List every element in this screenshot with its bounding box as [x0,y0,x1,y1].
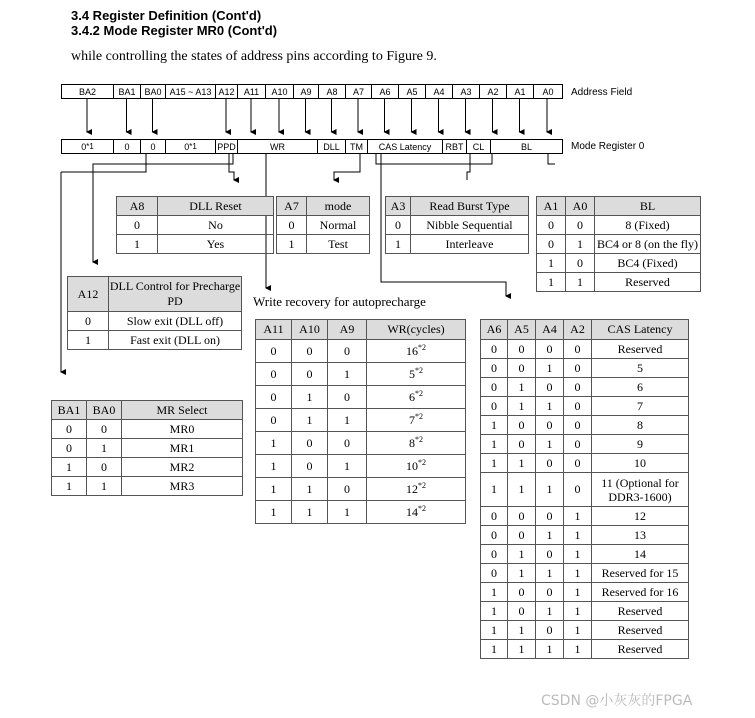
table-cell: 0 [537,216,566,235]
table-cell: 1 [564,564,592,583]
table-header: A7 [277,197,307,216]
table-cell: 8 (Fixed) [595,216,701,235]
table-header: A3 [386,197,411,216]
table-cell: 0 [481,564,508,583]
table-cell: 0 [508,435,536,454]
table-cell: 0 [292,340,328,363]
table-cell: 0 [536,416,564,435]
wr-value: 12 [406,481,418,496]
table-cell: 1 [292,478,328,501]
address-pin-cell: A7 [346,85,372,98]
table-cell: 0 [481,526,508,545]
table-row [481,416,689,435]
address-pin-cell: BA0 [141,85,166,98]
test-mode-table [276,196,370,254]
field-text: PPD [217,141,236,152]
table-cell: 1 [87,439,122,458]
table-cell: 0 [328,478,367,501]
table-header: A2 [564,320,592,340]
table-cell: 0 [536,340,564,359]
table-cell: 1 [256,478,292,501]
table-cell: 0 [328,340,367,363]
pin-arrows [87,99,547,132]
table-cell: 0 [564,359,592,378]
table-cell: 1 [564,507,592,526]
table-cell: 0 [564,473,592,507]
table-cell: 0 [564,435,592,454]
table-cell: 0 [481,507,508,526]
wr-cycles-cell [367,478,466,501]
address-pin-cell: A1 [507,85,534,98]
table-cell: 1 [508,564,536,583]
table-cell: 1 [508,473,536,507]
table-header: A9 [328,320,367,340]
table-cell: Reserved [592,640,689,659]
table-header: A12 [68,277,109,312]
wr-cycles-cell [367,409,466,432]
table-row [481,473,689,507]
table-cell: Reserved for 16 [592,583,689,602]
table-cell: 1 [508,397,536,416]
table-cell: 1 [564,545,592,564]
mode-register-field: 0 *1 [166,140,216,153]
table-cell: 1 [481,621,508,640]
address-pin-cell: A15 ~ A13 [166,85,216,98]
table-cell: 1 [481,454,508,473]
table-cell: 1 [536,435,564,454]
table-cell: 1 [256,432,292,455]
table-row [481,507,689,526]
table-header: CAS Latency [592,320,689,340]
table-cell: Reserved for 15 [592,564,689,583]
table-cell: 0 [508,526,536,545]
table-row [256,501,466,524]
table-cell: 1 [536,473,564,507]
footnote-marker: *2 [415,365,423,375]
table-cell: Reserved [595,273,701,292]
table-cell: 1 [256,501,292,524]
table-cell: 0 [292,432,328,455]
table-cell: 1 [564,602,592,621]
table-cell: 0 [564,416,592,435]
wr-cycles-cell [367,340,466,363]
wr-value: 16 [406,343,418,358]
address-pin-cell: BA2 [62,85,114,98]
table-cell: 1 [481,583,508,602]
table-row [481,454,689,473]
address-pin-cell: A0 [542,86,554,97]
wr-cycles-cell [367,501,466,524]
table-header: A5 [508,320,536,340]
wr-cycles-cell [367,432,466,455]
table-cell: 0 [277,216,307,235]
table-cell: 1 [292,501,328,524]
table-cell: 0 [52,439,87,458]
table-cell: 0 [566,254,595,273]
wr-value: 7 [409,412,415,427]
table-cell: 1 [277,235,307,254]
table-header: BL [595,197,701,216]
address-pin-cell: A6 [372,85,399,98]
table-cell: 0 [536,378,564,397]
dll-control-table [67,276,242,350]
address-field-label: Address Field [571,87,633,98]
footnote-marker: *2 [415,411,423,421]
table-cell: 1 [536,359,564,378]
table-cell: 1 [536,564,564,583]
table-cell: Reserved [592,621,689,640]
table-cell: Normal [307,216,370,235]
table-cell: 1 [481,473,508,507]
field-text: TM [350,141,363,152]
table-row [481,397,689,416]
table-cell: 1 [508,378,536,397]
table-cell: 0 [564,397,592,416]
table-cell: 1 [566,235,595,254]
field-text: CAS Latency [378,141,432,152]
table-cell: 0 [566,216,595,235]
table-cell: 0 [537,235,566,254]
field-text: 0 [184,141,190,152]
table-cell: 0 [564,340,592,359]
table-cell: 0 [508,340,536,359]
table-cell: 0 [564,454,592,473]
table-row [481,526,689,545]
table-cell: Reserved [592,340,689,359]
table-header: Read Burst Type [411,197,529,216]
footnote-marker: *2 [418,457,426,467]
table-cell: 12 [592,507,689,526]
table-row [256,340,466,363]
table-cell: 0 [52,420,87,439]
address-pin-cell: A2 [480,85,507,98]
table-cell: 1 [508,454,536,473]
table-cell: 0 [508,507,536,526]
table-cell: 0 [564,378,592,397]
table-cell: 13 [592,526,689,545]
table-cell: 10 [592,454,689,473]
footnote-marker: *2 [418,342,426,352]
table-cell: 0 [256,363,292,386]
table-cell: 0 [292,363,328,386]
table-cell: 1 [508,545,536,564]
table-cell: 1 [481,435,508,454]
table-header: A0 [566,197,595,216]
table-cell: 1 [536,526,564,545]
mr-select-table [51,400,243,496]
table-row [256,363,466,386]
table-cell: 1 [328,501,367,524]
table-cell: MR0 [122,420,243,439]
mode-register-field: 0 *1 [62,140,114,153]
table-cell: 8 [592,416,689,435]
table-cell: Test [307,235,370,254]
table-cell: 7 [592,397,689,416]
table-cell: 0 [481,359,508,378]
field-text: WR [270,141,285,152]
field-text: 0 [150,141,156,152]
table-row [481,435,689,454]
section-title: 3.4 Register Definition (Cont'd) [71,8,262,23]
address-pin-cell: A8 [319,85,346,98]
table-row [256,478,466,501]
table-cell: 1 [68,331,109,350]
table-cell: 0 [87,458,122,477]
table-cell: 0 [508,359,536,378]
table-row [481,640,689,659]
footnote-marker: *2 [418,480,426,490]
table-header: A1 [537,197,566,216]
table-cell: 1 [256,455,292,478]
table-cell: 0 [386,216,411,235]
table-cell: MR2 [122,458,243,477]
table-cell: Interleave [411,235,529,254]
table-header: BA0 [87,401,122,420]
table-cell: 1 [536,397,564,416]
table-cell: 0 [481,545,508,564]
table-header: DLL Control for Precharge PD [109,277,242,312]
address-pin-cell: A4 [426,85,453,98]
table-row [481,564,689,583]
table-row [256,455,466,478]
table-row [481,602,689,621]
table-cell: 0 [536,454,564,473]
table-cell: 1 [481,416,508,435]
table-cell: 0 [256,386,292,409]
table-cell: 9 [592,435,689,454]
table-row [256,386,466,409]
footnote-marker: *2 [415,434,423,444]
table-cell: No [158,216,274,235]
cas-latency-table [480,319,689,659]
table-cell: 1 [564,640,592,659]
table-header: mode [307,197,370,216]
table-cell: 1 [536,640,564,659]
table-header: BA1 [52,401,87,420]
table-row [481,378,689,397]
table-cell: 1 [481,640,508,659]
table-cell: 0 [292,455,328,478]
subsection-title: 3.4.2 Mode Register MR0 (Cont'd) [71,23,278,38]
table-cell: Yes [158,235,274,254]
burst-length-table [536,196,701,292]
footnote-marker: *2 [418,503,426,513]
table-cell: 0 [536,583,564,602]
table-header: A11 [256,320,292,340]
wr-value: 10 [406,458,418,473]
table-cell: 11 (Optional for DDR3-1600) [592,473,689,507]
intro-text: while controlling the states of address pins according to Figure 9. [71,49,437,64]
address-pin-cell: A11 [238,85,266,98]
table-cell: BC4 (Fixed) [595,254,701,273]
table-cell: 1 [117,235,158,254]
table-cell: 0 [328,386,367,409]
table-row [256,409,466,432]
table-cell: 1 [564,621,592,640]
table-cell: 1 [564,583,592,602]
address-pin-cell: A3 [453,85,480,98]
table-cell: 0 [536,621,564,640]
table-cell: Reserved [592,602,689,621]
table-cell: 1 [508,640,536,659]
table-cell: Nibble Sequential [411,216,529,235]
wr-value: 5 [409,366,415,381]
table-cell: 1 [328,363,367,386]
table-cell: MR1 [122,439,243,458]
address-pin-cell: BA1 [114,85,141,98]
table-cell: 0 [481,340,508,359]
table-row [481,583,689,602]
table-header: WR(cycles) [367,320,466,340]
table-cell: 1 [481,602,508,621]
table-cell: 1 [328,409,367,432]
table-cell: 1 [508,621,536,640]
table-cell: 0 [256,340,292,363]
table-cell: 1 [566,273,595,292]
table-cell: 1 [292,386,328,409]
dll-reset-table [116,196,274,254]
field-text: RBT [445,141,464,152]
field-text: CL [472,141,485,152]
address-pin-cell: A12 [216,85,238,98]
table-header: A8 [117,197,158,216]
table-cell: 1 [52,458,87,477]
table-header: A6 [481,320,508,340]
table-header: A10 [292,320,328,340]
table-header: A4 [536,320,564,340]
field-text: DLL [323,141,340,152]
wr-value: 8 [409,435,415,450]
table-header: DLL Reset [158,197,274,216]
table-row [481,545,689,564]
table-row [481,340,689,359]
table-cell: 1 [52,477,87,496]
table-cell: Fast exit (DLL on) [109,331,242,350]
address-pin-cell: A10 [266,85,294,98]
table-cell: 1 [537,254,566,273]
table-cell: BC4 or 8 (on the fly) [595,235,701,254]
write-recovery-table [255,319,466,524]
table-cell: 1 [536,602,564,621]
watermark: CSDN @小灰灰的FPGA [541,693,693,709]
table-cell: Slow exit (DLL off) [109,312,242,331]
wr-cycles-cell [367,455,466,478]
wr-cycles-cell [367,386,466,409]
wr-value: 14 [406,504,418,519]
table-cell: 1 [87,477,122,496]
table-cell: 6 [592,378,689,397]
write-recovery-caption: Write recovery for autoprecharge [253,294,426,309]
table-cell: 14 [592,545,689,564]
table-cell: 0 [328,432,367,455]
table-cell: MR3 [122,477,243,496]
footnote-marker: *2 [415,388,423,398]
table-cell: 0 [68,312,109,331]
wr-cycles-cell [367,363,466,386]
table-row [256,432,466,455]
table-cell: 0 [481,397,508,416]
table-cell: 0 [536,545,564,564]
table-cell: 1 [386,235,411,254]
read-burst-table [385,196,529,254]
table-cell: 5 [592,359,689,378]
field-text: 0 [124,141,130,152]
table-header: MR Select [122,401,243,420]
table-cell: 1 [328,455,367,478]
table-cell: 0 [508,416,536,435]
table-cell: 1 [537,273,566,292]
table-cell: 0 [256,409,292,432]
table-row [481,621,689,640]
wr-value: 6 [409,389,415,404]
table-cell: 0 [508,583,536,602]
mode-register-label: Mode Register 0 [571,141,645,152]
table-cell: 0 [536,507,564,526]
table-row [481,359,689,378]
table-cell: 0 [481,378,508,397]
address-pin-cell: A9 [294,85,319,98]
table-cell: 0 [117,216,158,235]
field-text: BL [520,141,532,152]
table-cell: 1 [564,526,592,545]
table-cell: 1 [292,409,328,432]
table-cell: 0 [508,602,536,621]
address-pin-cell: A5 [399,85,426,98]
field-text: 0 [81,141,87,152]
table-cell: 0 [87,420,122,439]
